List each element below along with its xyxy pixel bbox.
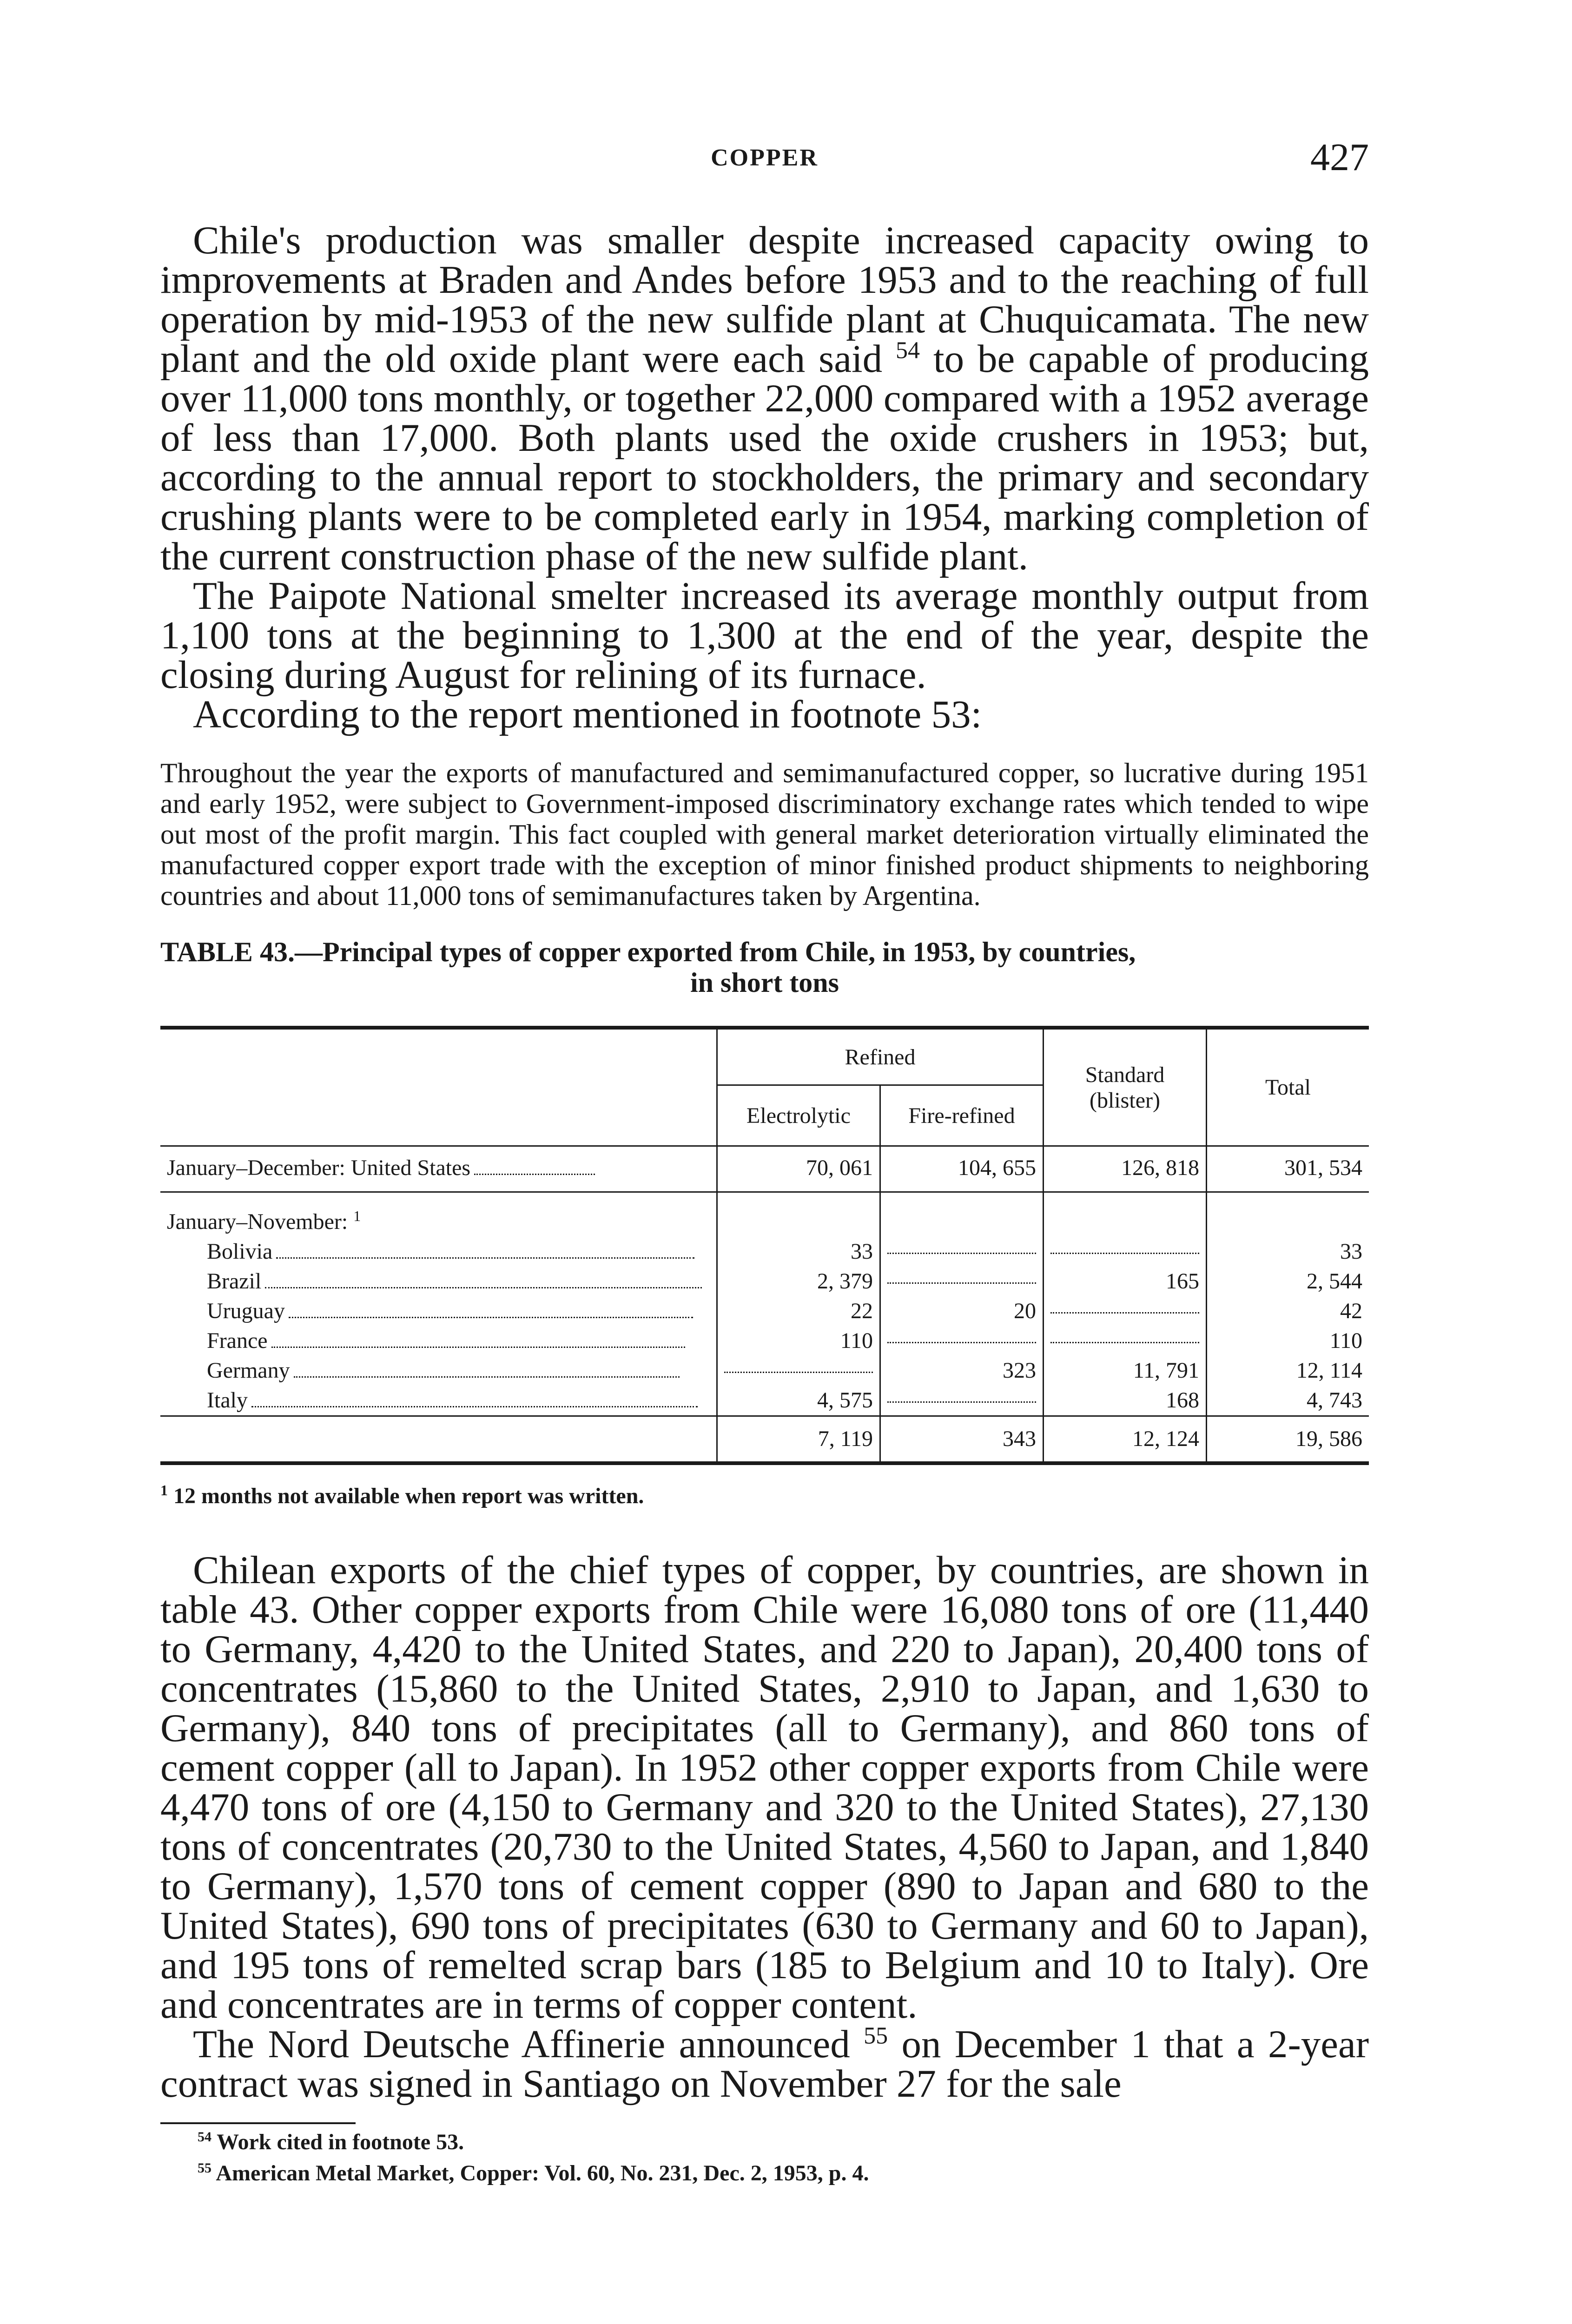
footnote-ref-55: 55 bbox=[864, 2022, 888, 2049]
cell-electrolytic bbox=[717, 1356, 880, 1386]
block-quote: Throughout the year the exports of manufactured and semimanufactured copper, so lucrative during 1951 and early 1952, were subject to Government-imposed discriminatory exchange rates which tended to wipe out most of the profit margin. This fact coupled with general market deterioration virtually eliminated the manufactured copper export trade with the exception of minor finished product shipments to neighboring countries and about 11,000 tons of semimanufactures taken by Argentina. bbox=[160, 758, 1369, 911]
page-number: 427 bbox=[1310, 136, 1369, 179]
cell-standard: 11, 791 bbox=[1044, 1356, 1207, 1386]
row-label: Italy bbox=[160, 1386, 717, 1416]
row-label: Brazil bbox=[160, 1267, 717, 1296]
table-caption-line1: TABLE 43.—Principal types of copper exported from Chile, in 1953, by countries, bbox=[160, 937, 1136, 967]
total-total: 19, 586 bbox=[1207, 1416, 1369, 1464]
table-row bbox=[160, 1356, 1369, 1386]
cell-fire-refined bbox=[880, 1386, 1044, 1416]
cell-standard bbox=[1044, 1237, 1207, 1267]
cell-electrolytic: 110 bbox=[717, 1326, 880, 1356]
row-label: Bolivia bbox=[160, 1237, 717, 1267]
total-standard: 12, 124 bbox=[1044, 1416, 1207, 1464]
cell-electrolytic: 70, 061 bbox=[717, 1146, 880, 1192]
cell-standard: 168 bbox=[1044, 1386, 1207, 1416]
total-fire-refined: 343 bbox=[880, 1416, 1044, 1464]
cell-standard: 165 bbox=[1044, 1267, 1207, 1296]
cell-fire-refined: 20 bbox=[880, 1296, 1044, 1326]
header-electrolytic: Electrolytic bbox=[717, 1085, 880, 1146]
cell-fire-refined bbox=[880, 1267, 1044, 1296]
table-caption-line2: in short tons bbox=[690, 967, 839, 998]
paragraph-text-cont: to be capable of producing over 11,000 tons monthly, or together 22,000 compared with a 1952 average of less than 17,000. Both plants used the oxide crushers in 1953; but, according to the annual report to stockholders, the primary and secondary crushing plants were to be completed early in 1954, marking completion of the current construction phase of the new sulfide plant. bbox=[160, 337, 1369, 578]
paragraph-chilean-exports: Chilean exports of the chief types of copper, by countries, are shown in table 43. Other copper exports from Chile were 16,080 tons of ore (11,440 to Germany, 4,420 to the United States, and 220 to Japan), 20,400 tons of concentrates (15,860 to the United States, 2,910 to Japan, and 1,630 to Germany), 840 tons of precipitates (all to Germany), and 860 tons of cement copper (all to Japan). In 1952 other copper exports from Chile were 4,470 tons of ore (4,150 to Germany and 320 to the United States), 27,130 tons of concentrates (20,730 to the United States, 4,560 to Japan, and 1,840 to Germany), 1,570 tons of cement copper (890 to Japan and 680 to the United States), 690 tons of precipitates (630 to Germany and 60 to Japan), and 195 tons of remelted scrap bars (185 to Belgium and 10 to Italy). Ore and concentrates are in terms of copper content. bbox=[160, 1548, 1369, 2027]
cell-fire-refined bbox=[880, 1237, 1044, 1267]
cell-standard bbox=[1044, 1296, 1207, 1326]
cell-fire-refined: 323 bbox=[880, 1356, 1044, 1386]
total-electrolytic: 7, 119 bbox=[717, 1416, 880, 1464]
cell-total: 301, 534 bbox=[1207, 1146, 1369, 1192]
paragraph-text: Chile's production was smaller despite increased capacity owing to improvements at Braden and Andes before 1953 and to the reaching of full operation by mid-1953 of the new sulfide plant at Chuquicamata. The new plant and the old oxide plant were each said bbox=[160, 218, 1369, 381]
row-label: Uruguay bbox=[160, 1296, 717, 1326]
table-row bbox=[160, 1296, 1369, 1326]
footnote-ref-54: 54 bbox=[896, 337, 920, 364]
running-title: COPPER bbox=[711, 145, 819, 171]
cell-electrolytic: 33 bbox=[717, 1237, 880, 1267]
table-row bbox=[160, 1386, 1369, 1416]
footnote-55: $^{55}$ American Metal Market, Copper: Vol. 60, No. 231, Dec. 2, 1953, p. 4. bbox=[198, 2160, 869, 2185]
group-label: January–November: $^1$ bbox=[167, 1208, 361, 1234]
table-total-row bbox=[160, 1416, 1369, 1464]
page bbox=[160, 135, 1369, 2186]
footnote-54: $^{54}$ Work cited in footnote 53. bbox=[198, 2129, 464, 2154]
table-caption bbox=[160, 937, 1369, 998]
cell-electrolytic: 22 bbox=[717, 1296, 880, 1326]
table-footnote: $^1$ 12 months not available when report was written. bbox=[160, 1482, 644, 1508]
header-refined: Refined bbox=[717, 1028, 1044, 1085]
cell-standard bbox=[1044, 1326, 1207, 1356]
cell-total: 12, 114 bbox=[1207, 1356, 1369, 1386]
row-label: January–December: United States bbox=[160, 1146, 717, 1192]
header-standard: Standard (blister) bbox=[1044, 1028, 1207, 1146]
paragraph-nord-deutsche bbox=[160, 2022, 1369, 2106]
cell-fire-refined bbox=[880, 1326, 1044, 1356]
cell-total: 2, 544 bbox=[1207, 1267, 1369, 1296]
cell-total: 110 bbox=[1207, 1326, 1369, 1356]
cell-electrolytic: 2, 379 bbox=[717, 1267, 880, 1296]
header-fire-refined: Fire-refined bbox=[880, 1085, 1044, 1146]
running-head bbox=[160, 135, 1369, 186]
row-label: Germany bbox=[160, 1356, 717, 1386]
stub-header bbox=[160, 1028, 717, 1146]
table-row bbox=[160, 1237, 1369, 1267]
paragraph-paipote: The Paipote National smelter increased its average monthly output from 1,100 tons at the beginning to 1,300 at the end of the year, despite the closing during August for relining of its furnace. bbox=[160, 574, 1369, 697]
cell-total: 42 bbox=[1207, 1296, 1369, 1326]
footnotes bbox=[160, 2122, 1369, 2186]
cell-total: 33 bbox=[1207, 1237, 1369, 1267]
table-row bbox=[160, 1326, 1369, 1356]
paragraph-chile-production bbox=[160, 218, 1369, 578]
paragraph-text-cont: on December 1 that a 2-year contract was signed in Santiago on November 27 for the sale bbox=[160, 2022, 1369, 2106]
table-row bbox=[160, 1267, 1369, 1296]
paragraph-text: The Nord Deutsche Affinerie announced bbox=[193, 2022, 850, 2066]
exports-table bbox=[160, 1026, 1369, 1465]
header-total: Total bbox=[1207, 1028, 1369, 1146]
cell-electrolytic: 4, 575 bbox=[717, 1386, 880, 1416]
cell-total: 4, 743 bbox=[1207, 1386, 1369, 1416]
table-row-united-states bbox=[160, 1146, 1369, 1192]
cell-standard: 126, 818 bbox=[1044, 1146, 1207, 1192]
paragraph-report-intro: According to the report mentioned in footnote 53: bbox=[193, 693, 982, 736]
cell-fire-refined: 104, 655 bbox=[880, 1146, 1044, 1192]
table-group-row bbox=[160, 1192, 1369, 1237]
row-label: France bbox=[160, 1326, 717, 1356]
